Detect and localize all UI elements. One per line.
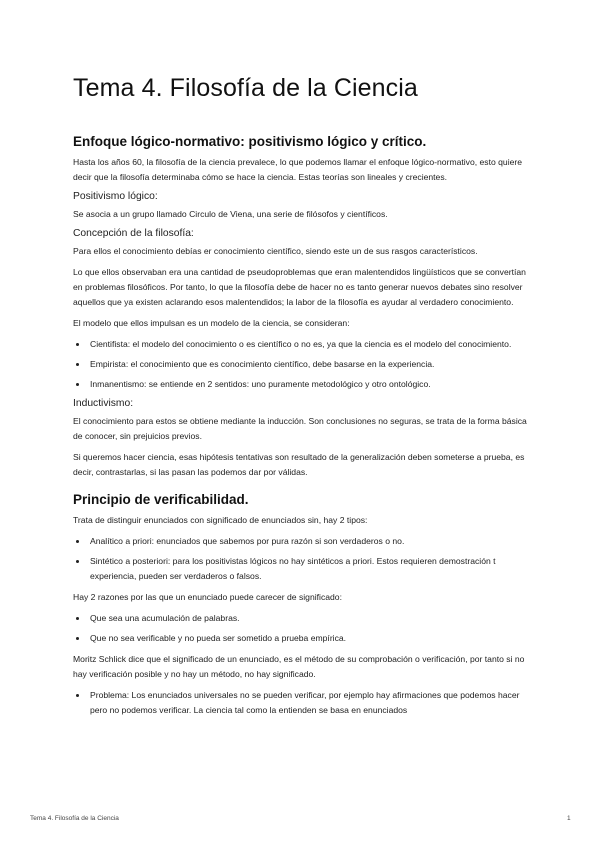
document-body (73, 134, 533, 724)
page-number: 1 (567, 815, 571, 822)
page-title: Tema 4. Filosofía de la Ciencia (73, 74, 418, 102)
list-item: • Analítico a priori: enunciados que sabemos por pura razón si son verdaderos o no. (88, 534, 533, 549)
paragraph: Si queremos hacer ciencia, esas hipótesis tentativas son resultado de la generalización deben someterse a prueba, es decir, contrastarlas, si las pasan las podemos dar por válidas. (73, 452, 525, 477)
section-heading-verificabilidad: Principio de verificabilidad. (73, 492, 249, 507)
paragraph: Se asocia a un grupo llamado Circulo de Viena, una serie de filósofos y científicos. (73, 209, 388, 219)
paragraph: El modelo que ellos impulsan es un modelo de la ciencia, se consideran: (73, 318, 350, 328)
list-item: • Cientifista: el modelo del conocimiento o es científico o no es, ya que la ciencia es el modelo del conocimiento. (88, 337, 533, 352)
paragraph: Hay 2 razones por las que un enunciado puede carecer de significado: (73, 592, 342, 602)
paragraph: Moritz Schlick dice que el significado de un enunciado, es el método de su comprobación o verificación, por tanto si no hay verificación posible y no hay un método, no hay significado. (73, 654, 525, 679)
subheading-inductivismo: Inductivismo: (73, 398, 134, 409)
list-item: • Que sea una acumulación de palabras. (88, 611, 533, 626)
paragraph: Para ellos el conocimiento debías er conocimiento científico, siendo este un de sus rasgos característicos. (73, 246, 478, 256)
subheading-concepcion: Concepción de la filosofía: (73, 228, 194, 239)
bullet-list (73, 337, 533, 392)
list-item: • Inmanentismo: se entiende en 2 sentidos: uno puramente metodológico y otro ontológico. (88, 377, 533, 392)
footer-title: Tema 4. Filosofía de la Ciencia (30, 815, 119, 822)
paragraph: Hasta los años 60, la filosofía de la ciencia prevalece, lo que podemos llamar el enfoque lógico-normativo, esto quiere decir que la filosofía determinaba cómo se hace la ciencia. Estas teorías son lineales y crecientes. (73, 157, 523, 182)
paragraph: Trata de distinguir enunciados con significado de enunciados sin, hay 2 tipos: (73, 515, 368, 525)
list-item: • Que no sea verificable y no pueda ser sometido a prueba empírica. (88, 631, 533, 646)
paragraph: Lo que ellos observaban era una cantidad de pseudoproblemas que eran malentendidos lingüísticos que se convertían en problemas filosóficos. Por tanto, lo que la filosofía debe de hacer no es tanto generar nuevos debates sino resolver aquellos que ya existen aclarando esos malentendidos; la labor de la filosofía es ayudar al verdadero conocimiento. (73, 267, 526, 307)
bullet-list (73, 688, 533, 718)
section-heading-enfoque: Enfoque lógico-normativo: positivismo lógico y crítico. (73, 134, 427, 149)
list-item: • Sintético a posteriori: para los positivistas lógicos no hay sintéticos a priori. Estos requieren demostración t experiencia, pueden ser verdaderos o falsos. (88, 554, 533, 584)
list-item: • Problema: Los enunciados universales no se pueden verificar, por ejemplo hay afirmaciones que podemos hacer pero no podemos verificar. La ciencia tal como la entienden se basa en enunciados (88, 688, 533, 718)
bullet-list (73, 534, 533, 584)
bullet-list (73, 611, 533, 646)
list-item: • Empirista: el conocimiento que es conocimiento científico, debe basarse en la experiencia. (88, 357, 533, 372)
subheading-positivismo: Positivismo lógico: (73, 191, 158, 202)
paragraph: El conocimiento para estos se obtiene mediante la inducción. Son conclusiones no seguras, se trata de la forma básica de conocer, sin prejuicios previos. (73, 416, 527, 441)
